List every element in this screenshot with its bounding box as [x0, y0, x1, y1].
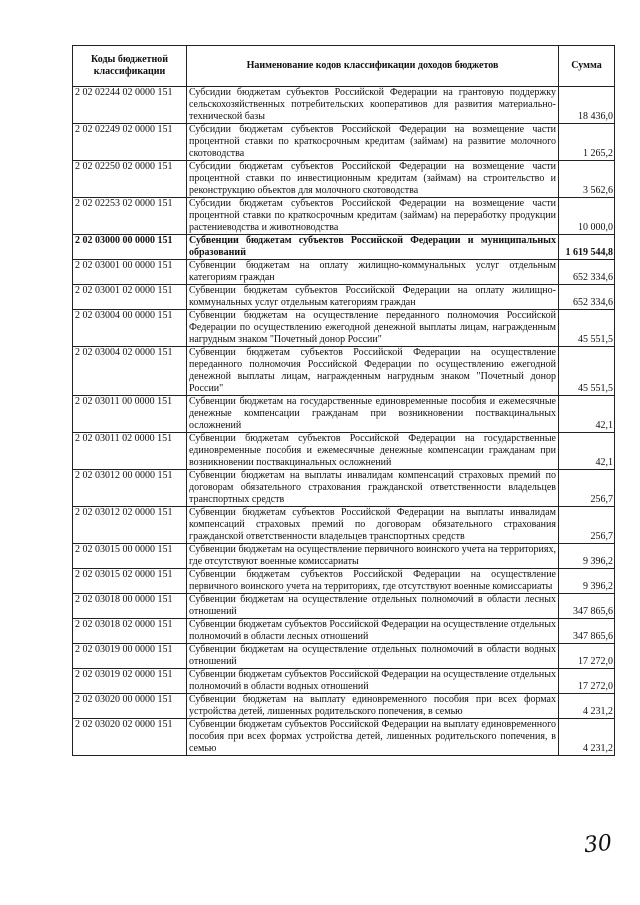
row-name: Субвенции бюджетам на осуществление первичного воинского учета на территориях, где отсутствуют военные комиссариаты	[187, 544, 559, 569]
table-row	[73, 470, 615, 507]
row-code: 2 02 03019 00 0000 151	[73, 644, 187, 669]
row-code: 2 02 03012 00 0000 151	[73, 470, 187, 507]
row-name: Субвенции бюджетам субъектов Российской Федерации и муниципальных образований	[187, 235, 559, 260]
row-code: 2 02 03011 02 0000 151	[73, 433, 187, 470]
row-sum: 45 551,5	[559, 347, 615, 396]
row-sum: 42,1	[559, 396, 615, 433]
table-row	[73, 285, 615, 310]
row-name: Субвенции бюджетам субъектов Российской Федерации на осуществление отдельных полномочий в области водных отношений	[187, 669, 559, 694]
header-sum: Сумма	[559, 46, 615, 87]
row-code: 2 02 03015 00 0000 151	[73, 544, 187, 569]
table-row	[73, 569, 615, 594]
row-name: Субсидии бюджетам субъектов Российской Федерации на возмещение части процентной ставки по краткосрочным кредитам (займам) на развитие молочного скотоводства	[187, 124, 559, 161]
row-code: 2 02 03020 00 0000 151	[73, 694, 187, 719]
row-name: Субсидии бюджетам субъектов Российской Федерации на возмещение части процентной ставки по краткосрочным кредитам (займам) на переработку продукции растениеводства и животноводства	[187, 198, 559, 235]
row-name: Субвенции бюджетам на оплату жилищно-коммунальных услуг отдельным категориям граждан	[187, 260, 559, 285]
row-code: 2 02 03018 00 0000 151	[73, 594, 187, 619]
table-row	[73, 619, 615, 644]
row-name: Субсидии бюджетам субъектов Российской Федерации на возмещение части процентной ставки по инвестиционным кредитам (займам) на строительство и реконструкцию объектов для молочного скотоводства	[187, 161, 559, 198]
budget-classification-table	[72, 45, 615, 756]
table-row	[73, 198, 615, 235]
table-row	[73, 544, 615, 569]
row-code: 2 02 02249 02 0000 151	[73, 124, 187, 161]
table-row	[73, 396, 615, 433]
row-sum: 45 551,5	[559, 310, 615, 347]
row-sum: 256,7	[559, 470, 615, 507]
table-body	[73, 87, 615, 756]
row-code: 2 02 03020 02 0000 151	[73, 719, 187, 756]
row-name: Субвенции бюджетам на осуществление переданного полномочия Российской Федерации по осуществлению ежегодной денежной выплаты лицам, награжденным нагрудным знаком "Почетный донор России"	[187, 310, 559, 347]
row-name: Субвенции бюджетам субъектов Российской Федерации на государственные единовременные пособия и ежемесячные денежные компенсации гражданам при возникновении поствакцинальных осложнений	[187, 433, 559, 470]
row-sum: 18 436,0	[559, 87, 615, 124]
table-row	[73, 310, 615, 347]
row-code: 2 02 02250 02 0000 151	[73, 161, 187, 198]
row-code: 2 02 02244 02 0000 151	[73, 87, 187, 124]
row-code: 2 02 03001 00 0000 151	[73, 260, 187, 285]
table-row	[73, 669, 615, 694]
row-code: 2 02 03019 02 0000 151	[73, 669, 187, 694]
row-sum: 652 334,6	[559, 260, 615, 285]
row-sum: 4 231,2	[559, 694, 615, 719]
row-name: Субвенции бюджетам субъектов Российской Федерации на осуществление переданного полномочия Российской Федерации по осуществлению ежегодной денежной выплаты лицам, награжденным нагрудным знаком "Почетный донор России"	[187, 347, 559, 396]
row-sum: 1 619 544,8	[559, 235, 615, 260]
row-code: 2 02 02253 02 0000 151	[73, 198, 187, 235]
row-sum: 347 865,6	[559, 619, 615, 644]
row-code: 2 02 03000 00 0000 151	[73, 235, 187, 260]
row-sum: 652 334,6	[559, 285, 615, 310]
row-name: Субвенции бюджетам на осуществление отдельных полномочий в области лесных отношений	[187, 594, 559, 619]
row-name: Субвенции бюджетам субъектов Российской Федерации на выплаты инвалидам компенсаций страховых премий по договорам обязательного страхования гражданской ответственности владельцев транспортных средств	[187, 507, 559, 544]
header-name: Наименование кодов классификации доходов бюджетов	[187, 46, 559, 87]
row-name: Субвенции бюджетам на выплаты инвалидам компенсаций страховых премий по договорам обязательного страхования гражданской ответственности владельцев транспортных средств	[187, 470, 559, 507]
row-sum: 9 396,2	[559, 569, 615, 594]
row-code: 2 02 03011 00 0000 151	[73, 396, 187, 433]
row-name: Субвенции бюджетам на осуществление отдельных полномочий в области водных отношений	[187, 644, 559, 669]
row-name: Субвенции бюджетам субъектов Российской Федерации на выплату единовременного пособия при всех формах устройства детей, лишенных родительского попечения, в семью	[187, 719, 559, 756]
row-sum: 17 272,0	[559, 669, 615, 694]
row-sum: 256,7	[559, 507, 615, 544]
table-row	[73, 644, 615, 669]
row-sum: 17 272,0	[559, 644, 615, 669]
row-code: 2 02 03004 00 0000 151	[73, 310, 187, 347]
row-code: 2 02 03018 02 0000 151	[73, 619, 187, 644]
row-sum: 9 396,2	[559, 544, 615, 569]
row-sum: 347 865,6	[559, 594, 615, 619]
row-sum: 10 000,0	[559, 198, 615, 235]
table-row	[73, 594, 615, 619]
table-row	[73, 260, 615, 285]
row-sum: 1 265,2	[559, 124, 615, 161]
table-row	[73, 507, 615, 544]
table-row	[73, 347, 615, 396]
row-sum: 42,1	[559, 433, 615, 470]
row-sum: 4 231,2	[559, 719, 615, 756]
row-name: Субсидии бюджетам субъектов Российской Федерации на грантовую поддержку сельскохозяйственных потребительских кооперативов для развития материально-технической базы	[187, 87, 559, 124]
row-code: 2 02 03001 02 0000 151	[73, 285, 187, 310]
row-name: Субвенции бюджетам субъектов Российской Федерации на оплату жилищно-коммунальных услуг отдельным категориям граждан	[187, 285, 559, 310]
table-row	[73, 235, 615, 260]
row-code: 2 02 03012 02 0000 151	[73, 507, 187, 544]
row-sum: 3 562,6	[559, 161, 615, 198]
row-name: Субвенции бюджетам субъектов Российской Федерации на осуществление первичного воинского учета на территориях, где отсутствуют военные комиссариаты	[187, 569, 559, 594]
row-code: 2 02 03015 02 0000 151	[73, 569, 187, 594]
table-row	[73, 433, 615, 470]
table-header-row	[73, 46, 615, 87]
page-number: 30	[582, 830, 614, 859]
table-row	[73, 124, 615, 161]
budget-table-sheet	[72, 45, 614, 756]
table-row	[73, 719, 615, 756]
table-row	[73, 87, 615, 124]
row-code: 2 02 03004 02 0000 151	[73, 347, 187, 396]
header-codes: Коды бюджетной классификации	[73, 46, 187, 87]
table-row	[73, 161, 615, 198]
row-name: Субвенции бюджетам субъектов Российской Федерации на осуществление отдельных полномочий в области лесных отношений	[187, 619, 559, 644]
row-name: Субвенции бюджетам на выплату единовременного пособия при всех формах устройства детей, лишенных родительского попечения, в семью	[187, 694, 559, 719]
table-row	[73, 694, 615, 719]
row-name: Субвенции бюджетам на государственные единовременные пособия и ежемесячные денежные компенсации гражданам при возникновении поствакцинальных осложнений	[187, 396, 559, 433]
